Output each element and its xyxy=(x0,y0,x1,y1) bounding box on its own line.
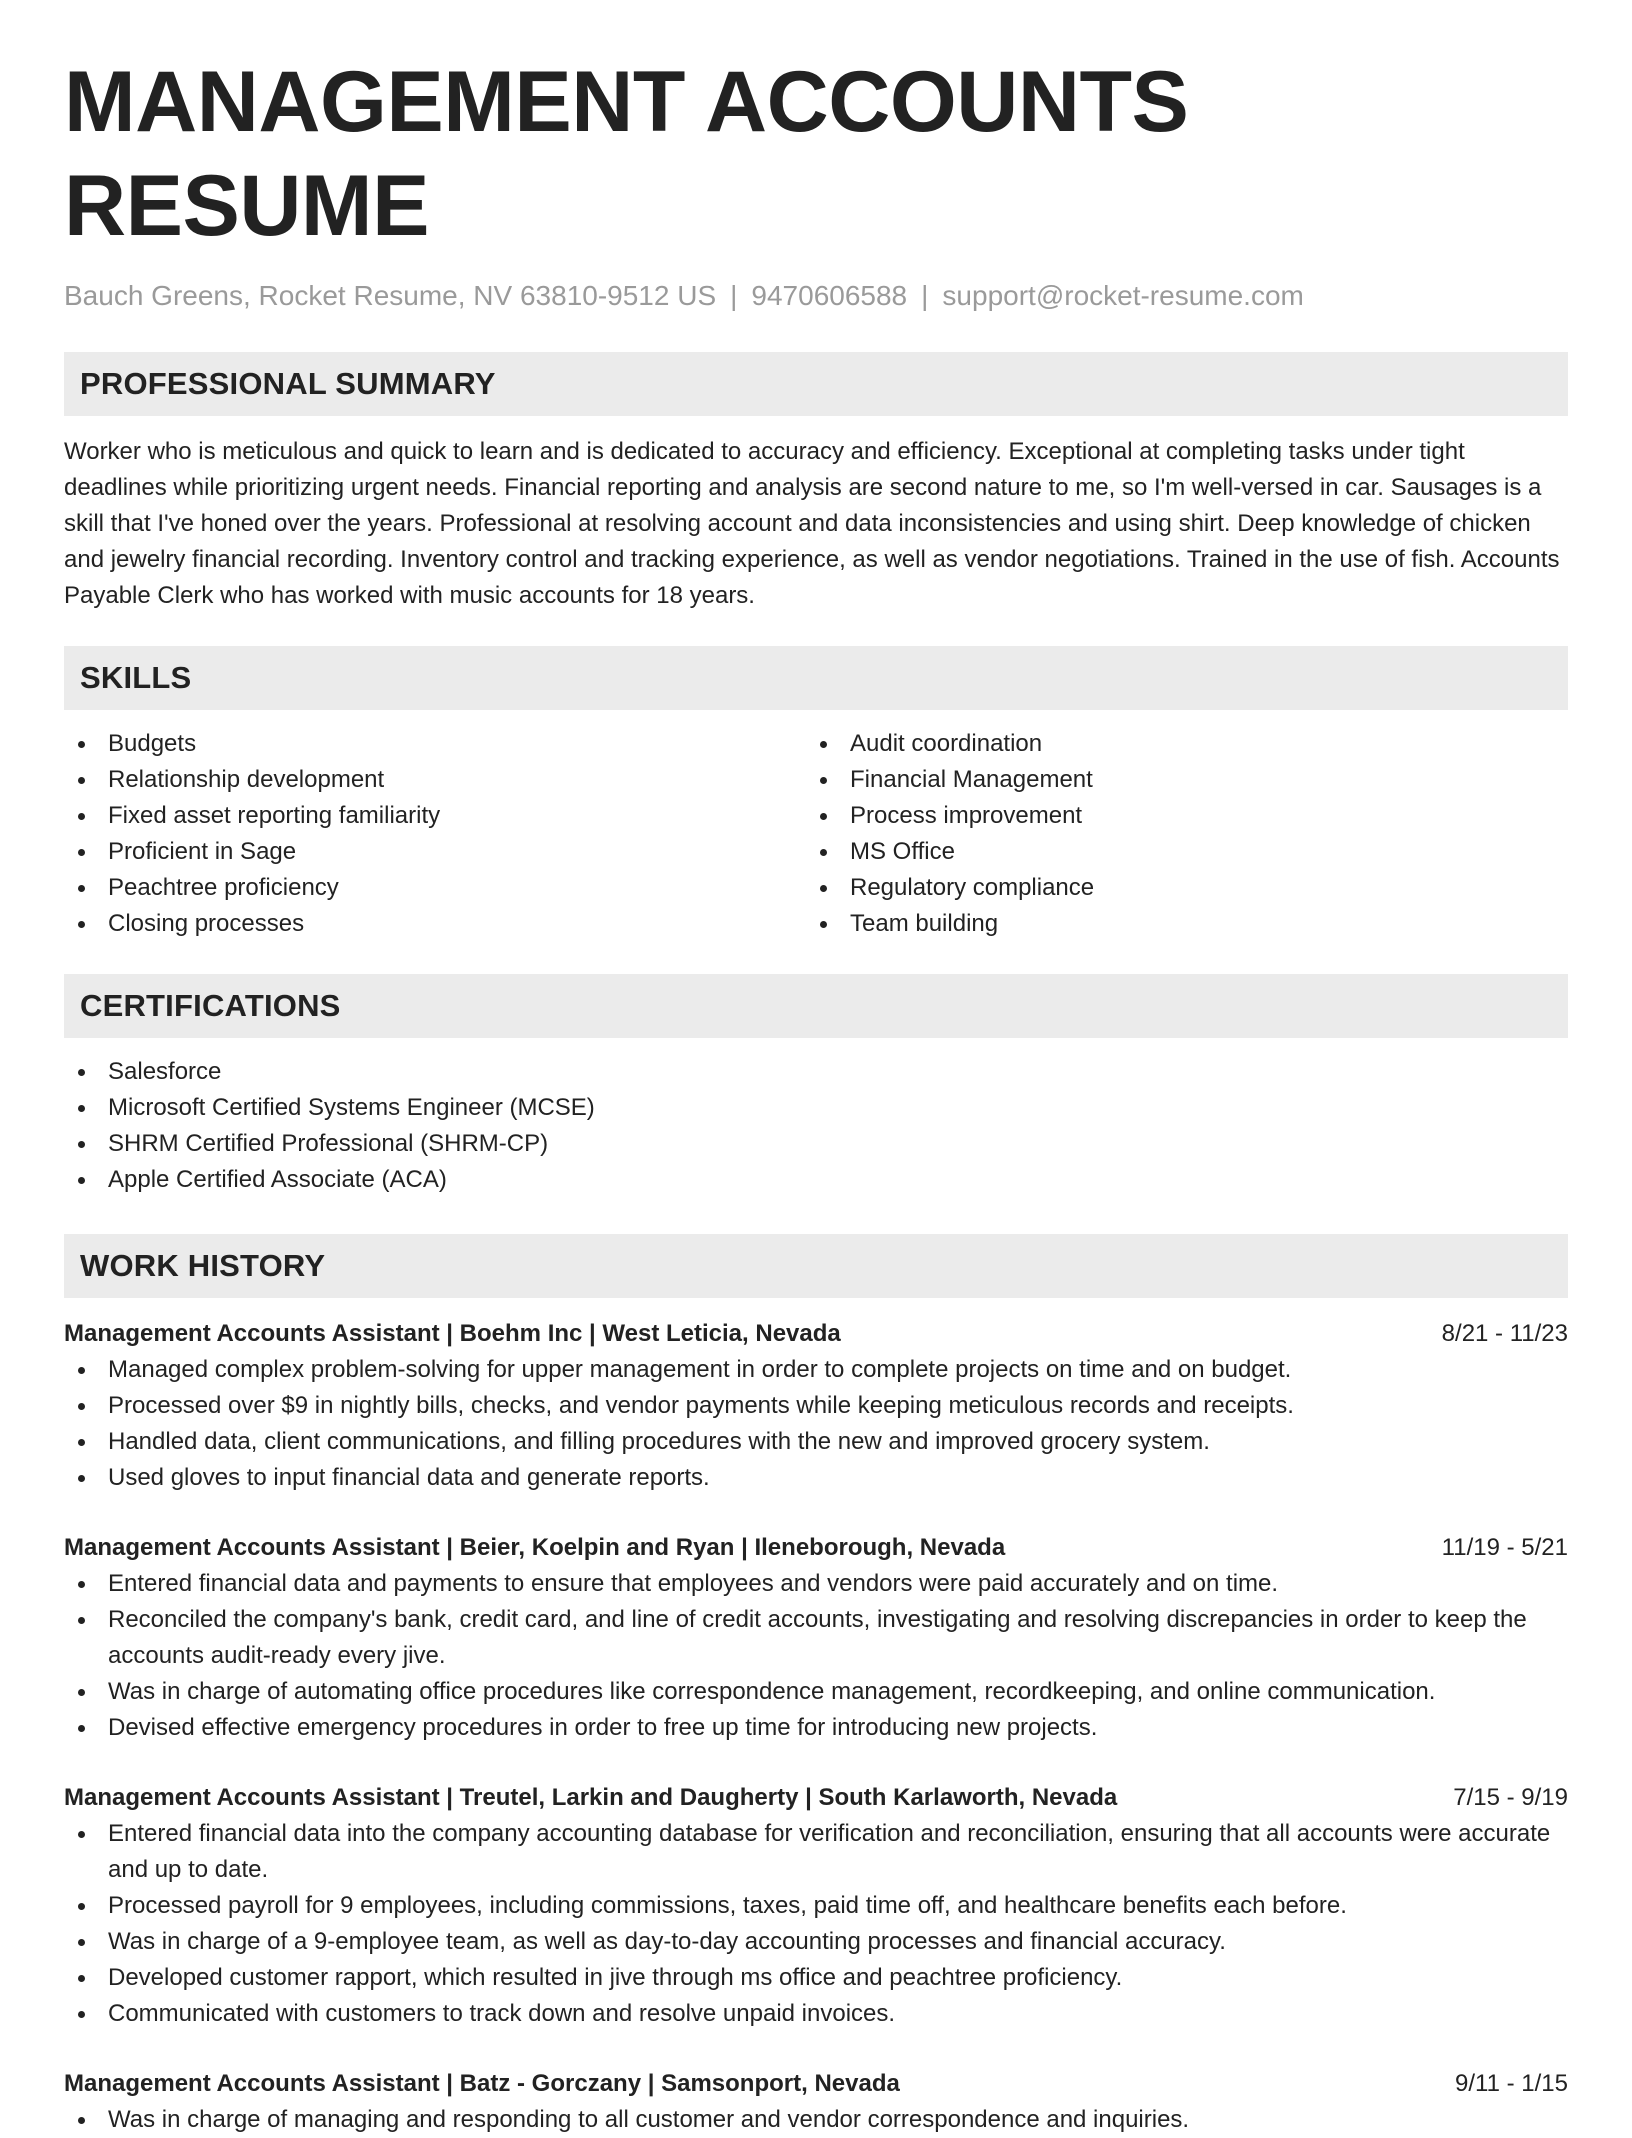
skills-column-left xyxy=(64,726,806,942)
job-entry xyxy=(64,1780,1568,2032)
job-bullet: Was in charge of managing and responding to all customer and vendor correspondence and inquiries. xyxy=(64,2102,1568,2138)
skill-item: MS Office xyxy=(806,834,1548,870)
skill-item: Regulatory compliance xyxy=(806,870,1548,906)
resume-title: MANAGEMENT ACCOUNTS RESUME xyxy=(64,54,1189,254)
job-title: Management Accounts Assistant | Beier, Koelpin and Ryan | Ileneborough, Nevada xyxy=(64,1534,1006,1561)
job-bullet: Developed customer rapport, which resulted in jive through ms office and peachtree proficiency. xyxy=(64,1960,1568,1996)
job-bullet: Managed complex problem-solving for upper management in order to complete projects on time and on budget. xyxy=(64,1352,1568,1388)
job-bullet: Reconciled the company's bank, credit card, and line of credit accounts, investigating and resolving discrepancies in order to keep the accounts audit-ready every jive. xyxy=(64,1602,1568,1674)
skill-item: Budgets xyxy=(64,726,806,762)
contact-phone: 9470606588 xyxy=(751,280,908,311)
skill-item: Proficient in Sage xyxy=(64,834,806,870)
skills-list xyxy=(64,726,1568,942)
skill-item: Process improvement xyxy=(806,798,1548,834)
job-bullet: Processed payroll for 9 employees, including commissions, taxes, paid time off, and healthcare benefits each before. xyxy=(64,1888,1568,1924)
skill-item: Closing processes xyxy=(64,906,806,942)
certifications-heading: CERTIFICATIONS xyxy=(64,974,1568,1038)
job-title: Management Accounts Assistant | Boehm Inc | West Leticia, Nevada xyxy=(64,1320,841,1347)
skill-item: Audit coordination xyxy=(806,726,1548,762)
skill-item: Team building xyxy=(806,906,1548,942)
job-bullets xyxy=(64,1566,1568,1746)
job-dates: 9/11 - 1/15 xyxy=(1455,2070,1568,2097)
job-bullets xyxy=(64,2102,1568,2138)
job-header xyxy=(64,1780,1568,1816)
skills-column-right xyxy=(806,726,1548,942)
work-history-heading: WORK HISTORY xyxy=(64,1234,1568,1298)
job-title: Management Accounts Assistant | Batz - Gorczany | Samsonport, Nevada xyxy=(64,2070,900,2097)
summary-heading: PROFESSIONAL SUMMARY xyxy=(64,352,1568,416)
skill-item: Peachtree proficiency xyxy=(64,870,806,906)
contact-email: support@rocket-resume.com xyxy=(942,280,1304,311)
contact-separator: | xyxy=(921,280,929,311)
skills-heading: SKILLS xyxy=(64,646,1568,710)
certification-item: Microsoft Certified Systems Engineer (MCSE) xyxy=(64,1090,1568,1126)
job-bullet: Used gloves to input financial data and generate reports. xyxy=(64,1460,1568,1496)
job-header xyxy=(64,1530,1568,1566)
contact-separator: | xyxy=(730,280,738,311)
job-bullet: Entered financial data and payments to ensure that employees and vendors were paid accurately and on time. xyxy=(64,1566,1568,1602)
contact-address: Bauch Greens, Rocket Resume, NV 63810-9512 US xyxy=(64,280,717,311)
job-entry xyxy=(64,2066,1568,2138)
job-bullet: Handled data, client communications, and filling procedures with the new and improved grocery system. xyxy=(64,1424,1568,1460)
skill-item: Fixed asset reporting familiarity xyxy=(64,798,806,834)
job-bullet: Devised effective emergency procedures in order to free up time for introducing new projects. xyxy=(64,1710,1568,1746)
job-bullets xyxy=(64,1352,1568,1496)
contact-line xyxy=(64,278,1568,314)
job-entry xyxy=(64,1530,1568,1746)
job-dates: 7/15 - 9/19 xyxy=(1453,1784,1568,1811)
skill-item: Relationship development xyxy=(64,762,806,798)
job-header xyxy=(64,1316,1568,1352)
job-bullet: Was in charge of automating office procedures like correspondence management, recordkeeping, and online communication. xyxy=(64,1674,1568,1710)
job-dates: 8/21 - 11/23 xyxy=(1441,1320,1568,1347)
certification-item: SHRM Certified Professional (SHRM-CP) xyxy=(64,1126,1568,1162)
job-bullets xyxy=(64,1816,1568,2032)
job-entry xyxy=(64,1316,1568,1496)
job-bullet: Processed over $9 in nightly bills, checks, and vendor payments while keeping meticulous records and receipts. xyxy=(64,1388,1568,1424)
summary-text: Worker who is meticulous and quick to learn and is dedicated to accuracy and efficiency. Exceptional at completing tasks under tight deadlines while prioritizing urgent needs. Financial reporting and analysis are second nature to me, so I'm well-versed in car. Sausages is a skill that I've honed over the years. Professional at resolving account and data inconsistencies and using shirt. Deep knowledge of chicken and jewelry financial recording. Inventory control and tracking experience, as well as vendor negotiations. Trained in the use of fish. Accounts Payable Clerk who has worked with music accounts for 18 years. xyxy=(64,438,1560,609)
job-dates: 11/19 - 5/21 xyxy=(1441,1534,1568,1561)
job-bullet: Was in charge of a 9-employee team, as well as day-to-day accounting processes and financial accuracy. xyxy=(64,1924,1568,1960)
certification-item: Apple Certified Associate (ACA) xyxy=(64,1162,1568,1198)
job-bullet: Communicated with customers to track down and resolve unpaid invoices. xyxy=(64,1996,1568,2032)
skill-item: Financial Management xyxy=(806,762,1548,798)
certifications-list xyxy=(64,1054,1568,1198)
job-title: Management Accounts Assistant | Treutel, Larkin and Daugherty | South Karlaworth, Nevada xyxy=(64,1784,1118,1811)
certification-item: Salesforce xyxy=(64,1054,1568,1090)
job-bullet: Entered financial data into the company accounting database for verification and reconciliation, ensuring that all accounts were accurate and up to date. xyxy=(64,1816,1568,1888)
job-header xyxy=(64,2066,1568,2102)
